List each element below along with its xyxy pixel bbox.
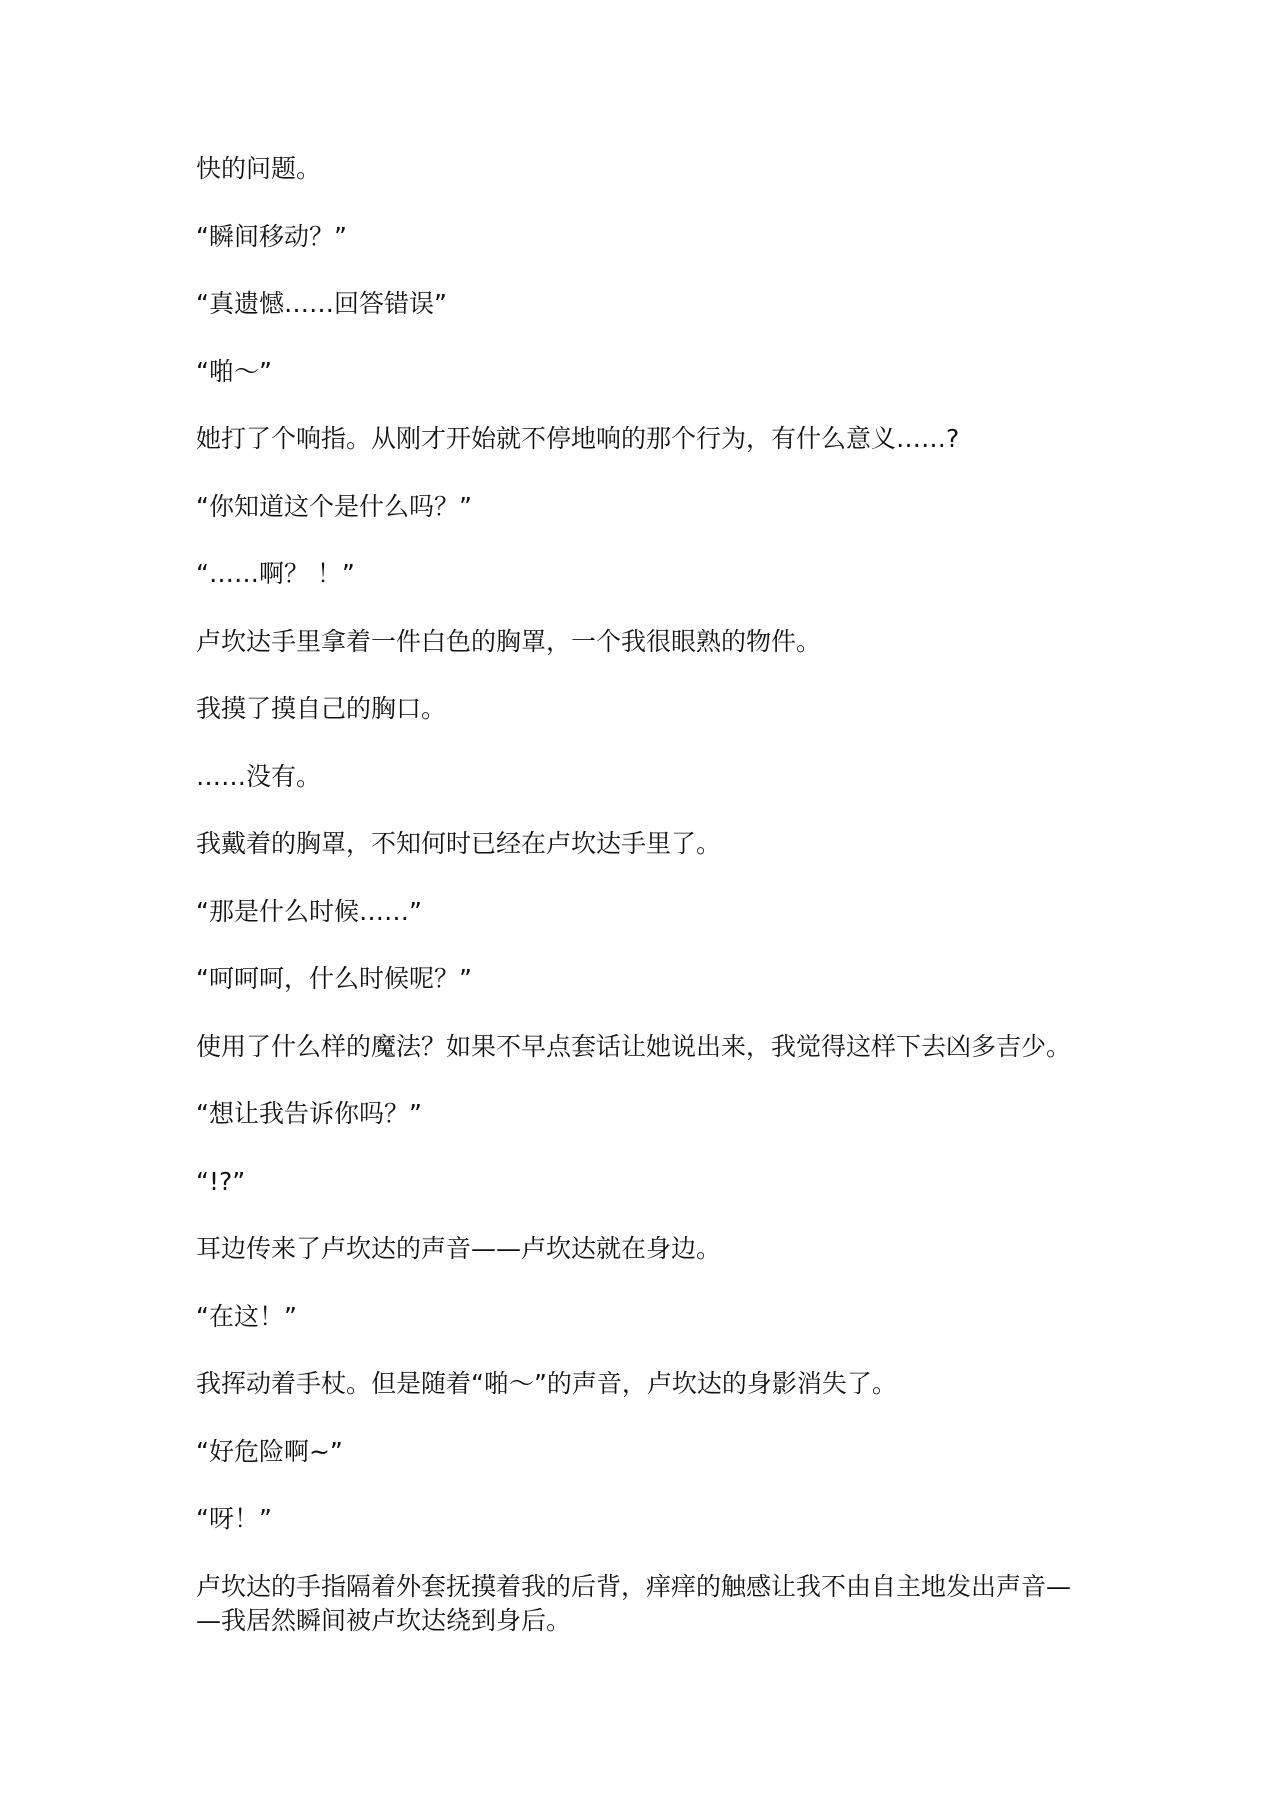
- paragraph: 耳边传来了卢坎达的声音——卢坎达就在身边。: [196, 1234, 722, 1263]
- paragraph: 我戴着的胸罩，不知何时已经在卢坎达手里了。: [196, 829, 722, 858]
- paragraph: “呵呵呵，什么时候呢？”: [196, 964, 472, 993]
- paragraph: ……没有。: [196, 761, 322, 791]
- paragraph: [196, 1570, 1096, 1638]
- paragraph: “真遗憾……回答错误”: [196, 289, 447, 318]
- paragraph: “那是什么时候……”: [196, 896, 422, 926]
- paragraph: “在这！”: [196, 1301, 297, 1331]
- paragraph: 她打了个响指。从刚才开始就不停地响的那个行为，有什么意义……?: [196, 424, 960, 453]
- body-text: [196, 152, 1096, 1638]
- paragraph: “你知道这个是什么吗？”: [196, 491, 472, 521]
- paragraph: 使用了什么样的魔法？如果不早点套话让她说出来，我觉得这样下去凶多吉少。: [196, 1031, 1072, 1061]
- paragraph: “瞬间移动？”: [196, 221, 347, 251]
- paragraph: “好危险啊~”: [196, 1436, 343, 1466]
- paragraph: 卢坎达手里拿着一件白色的胸罩，一个我很眼熟的物件。: [196, 626, 822, 656]
- paragraph-line: —我居然瞬间被卢坎达绕到身后。: [196, 1605, 572, 1635]
- paragraph: 快的问题。: [196, 154, 322, 183]
- paragraph-line: 卢坎达的手指隔着外套抚摸着我的后背，痒痒的触感让我不由自主地发出声音—: [196, 1571, 1072, 1601]
- paragraph: “!?”: [196, 1166, 246, 1196]
- paragraph: 我挥动着手杖。但是随着“啪～”的声音，卢坎达的身影消失了。: [196, 1369, 897, 1398]
- paragraph: “呀！”: [196, 1504, 272, 1533]
- paragraph: “啪～”: [196, 356, 272, 386]
- paragraph: “……啊？ ！”: [196, 559, 355, 588]
- paragraph: “想让我告诉你吗？”: [196, 1099, 422, 1128]
- paragraph: 我摸了摸自己的胸口。: [196, 694, 447, 723]
